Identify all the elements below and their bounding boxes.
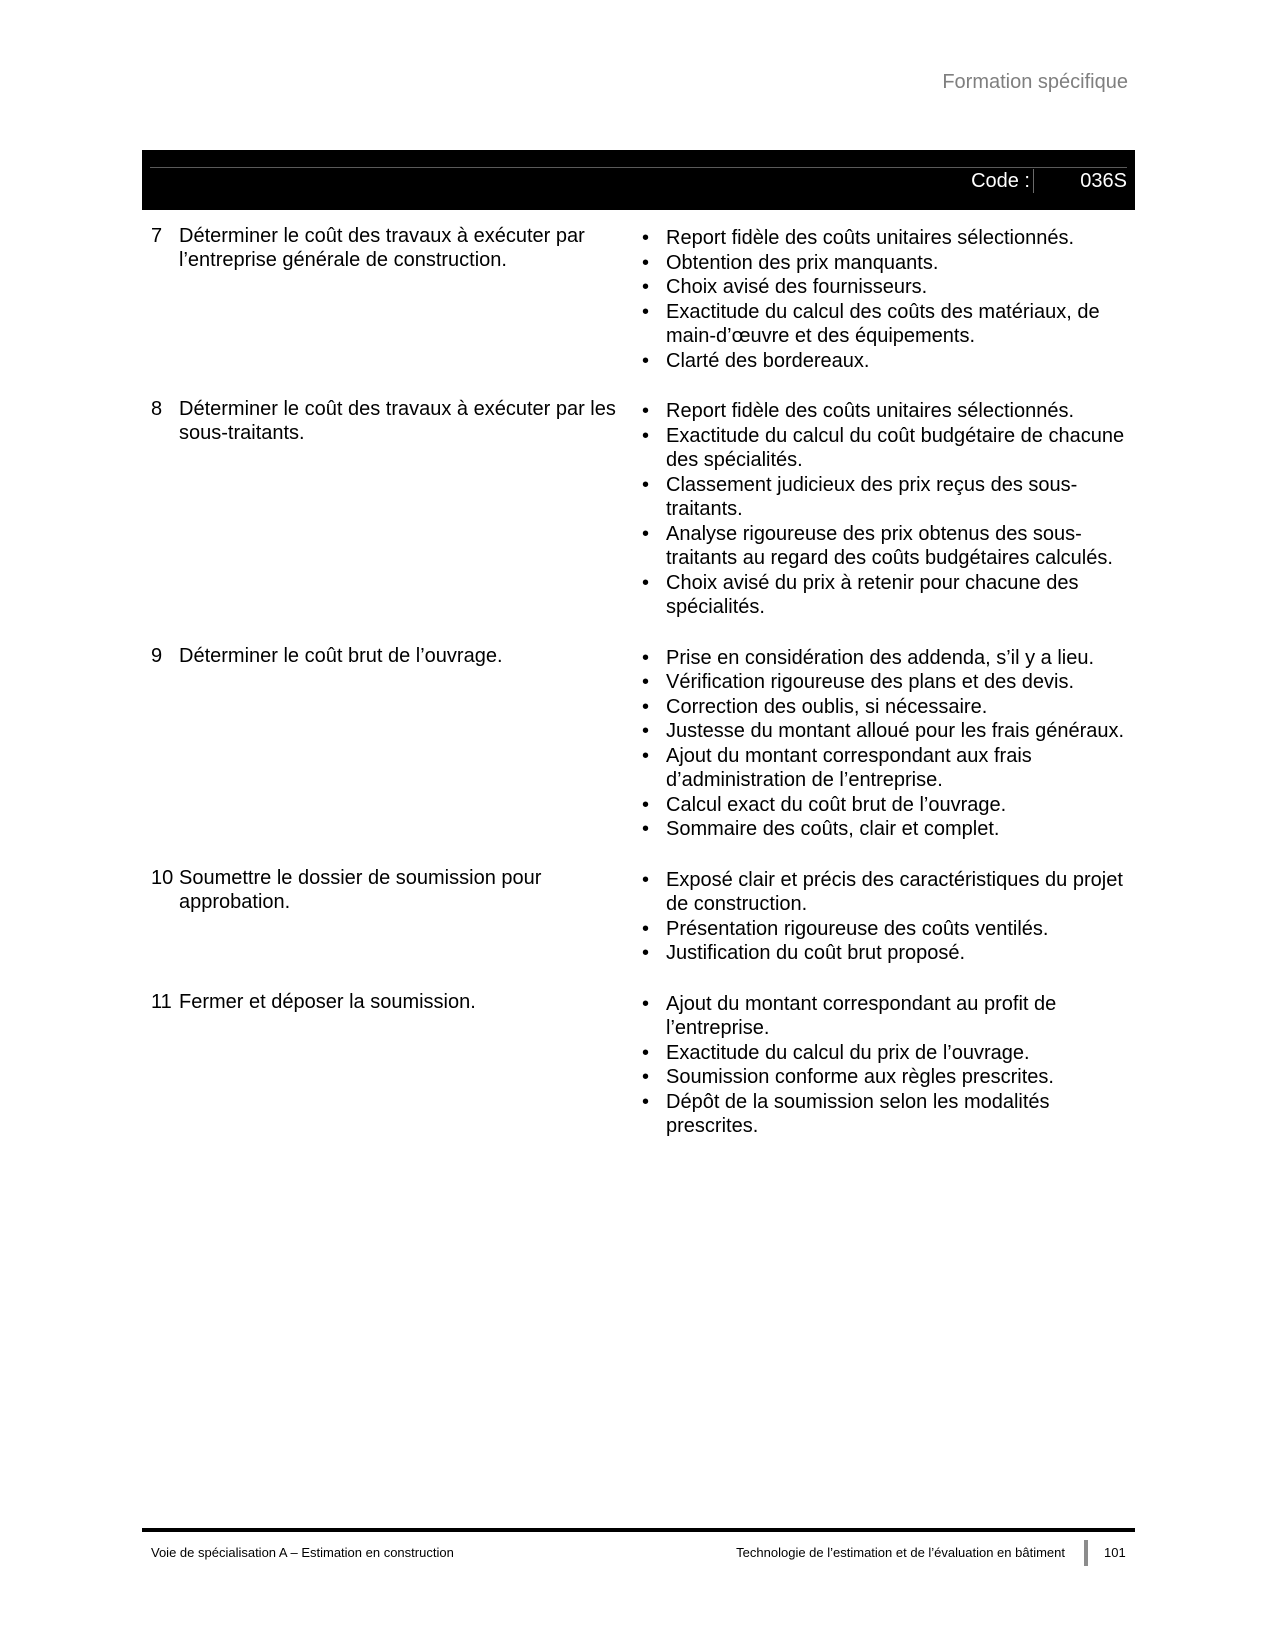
task-number: 8 [151, 398, 163, 420]
task-text: Déterminer le coût des travaux à exécuter par les sous-traitants. [179, 398, 616, 444]
table-row [151, 397, 1126, 620]
list-item: • Exactitude du calcul du prix de l’ouvrage. [641, 1041, 1126, 1066]
code-separator [1033, 169, 1034, 193]
table-row [151, 866, 1126, 966]
list-item: • Sommaire des coûts, clair et complet. [641, 817, 1126, 842]
list-item: • Exactitude du calcul du coût budgétaire de chacune des spécialités. [641, 424, 1126, 473]
list-item: • Classement judicieux des prix reçus des sous-traitants. [641, 473, 1126, 522]
table-row [151, 224, 1126, 373]
list-item: • Prise en considération des addenda, s’il y a lieu. [641, 646, 1126, 671]
footer-program-title: Technologie de l’estimation et de l’évaluation en bâtiment [736, 1545, 1065, 1560]
list-item: • Justesse du montant alloué pour les frais généraux. [641, 719, 1126, 744]
list-item: • Analyse rigoureuse des prix obtenus des sous-traitants au regard des coûts budgétaires calculés. [641, 522, 1126, 571]
code-value: 036S [1080, 170, 1127, 192]
criteria-cell [641, 866, 1126, 966]
list-item: • Report fidèle des coûts unitaires sélectionnés. [641, 399, 1126, 424]
list-item: • Report fidèle des coûts unitaires sélectionnés. [641, 226, 1126, 251]
list-item: • Correction des oublis, si nécessaire. [641, 695, 1126, 720]
task-text: Fermer et déposer la soumission. [179, 990, 476, 1013]
task-number: 7 [151, 225, 163, 247]
criteria-cell [641, 990, 1126, 1139]
list-item: • Obtention des prix manquants. [641, 251, 1126, 276]
code-label: Code : [971, 170, 1030, 192]
list-item: • Choix avisé des fournisseurs. [641, 275, 1126, 300]
table-row [151, 990, 1126, 1139]
task-cell [151, 224, 641, 373]
footer-separator [1084, 1540, 1088, 1566]
task-cell [151, 644, 641, 842]
task-cell [151, 990, 641, 1139]
list-item: • Ajout du montant correspondant au profit de l’entreprise. [641, 992, 1126, 1041]
footer-rule [142, 1528, 1135, 1532]
task-number: 9 [151, 644, 163, 667]
footer-program-label: Voie de spécialisation A – Estimation en construction [151, 1545, 454, 1560]
task-text: Déterminer le coût brut de l’ouvrage. [179, 644, 503, 667]
list-item: • Exposé clair et précis des caractéristiques du projet de construction. [641, 868, 1126, 917]
code-bar-rule [150, 167, 1127, 168]
criteria-cell [641, 397, 1126, 620]
code-bar [142, 150, 1135, 210]
list-item: • Justification du coût brut proposé. [641, 941, 1126, 966]
list-item: • Exactitude du calcul des coûts des matériaux, de main-d’œuvre et des équipements. [641, 300, 1126, 349]
criteria-list [641, 992, 1126, 1139]
task-cell [151, 397, 641, 620]
list-item: • Soumission conforme aux règles prescrites. [641, 1065, 1126, 1090]
criteria-list [641, 646, 1126, 842]
list-item: • Ajout du montant correspondant aux frais d’administration de l’entreprise. [641, 744, 1126, 793]
criteria-table [151, 224, 1126, 1163]
list-item: • Choix avisé du prix à retenir pour chacune des spécialités. [641, 571, 1126, 620]
task-number: 11 [151, 990, 172, 1013]
criteria-cell [641, 224, 1126, 373]
task-text: Soumettre le dossier de soumission pour approbation. [179, 866, 542, 913]
list-item: • Clarté des bordereaux. [641, 349, 1126, 374]
criteria-list [641, 868, 1126, 966]
list-item: • Vérification rigoureuse des plans et des devis. [641, 670, 1126, 695]
page-number: 101 [1104, 1545, 1126, 1560]
list-item: • Présentation rigoureuse des coûts ventilés. [641, 917, 1126, 942]
task-text: Déterminer le coût des travaux à exécuter par l’entreprise générale de construction. [179, 225, 585, 271]
task-cell [151, 866, 641, 966]
task-number: 10 [151, 866, 174, 889]
list-item: • Dépôt de la soumission selon les modalités prescrites. [641, 1090, 1126, 1139]
list-item: • Calcul exact du coût brut de l’ouvrage. [641, 793, 1126, 818]
table-row [151, 644, 1126, 842]
criteria-list [641, 399, 1126, 620]
page-header-section: Formation spécifique [942, 71, 1128, 93]
criteria-cell [641, 644, 1126, 842]
criteria-list [641, 226, 1126, 373]
